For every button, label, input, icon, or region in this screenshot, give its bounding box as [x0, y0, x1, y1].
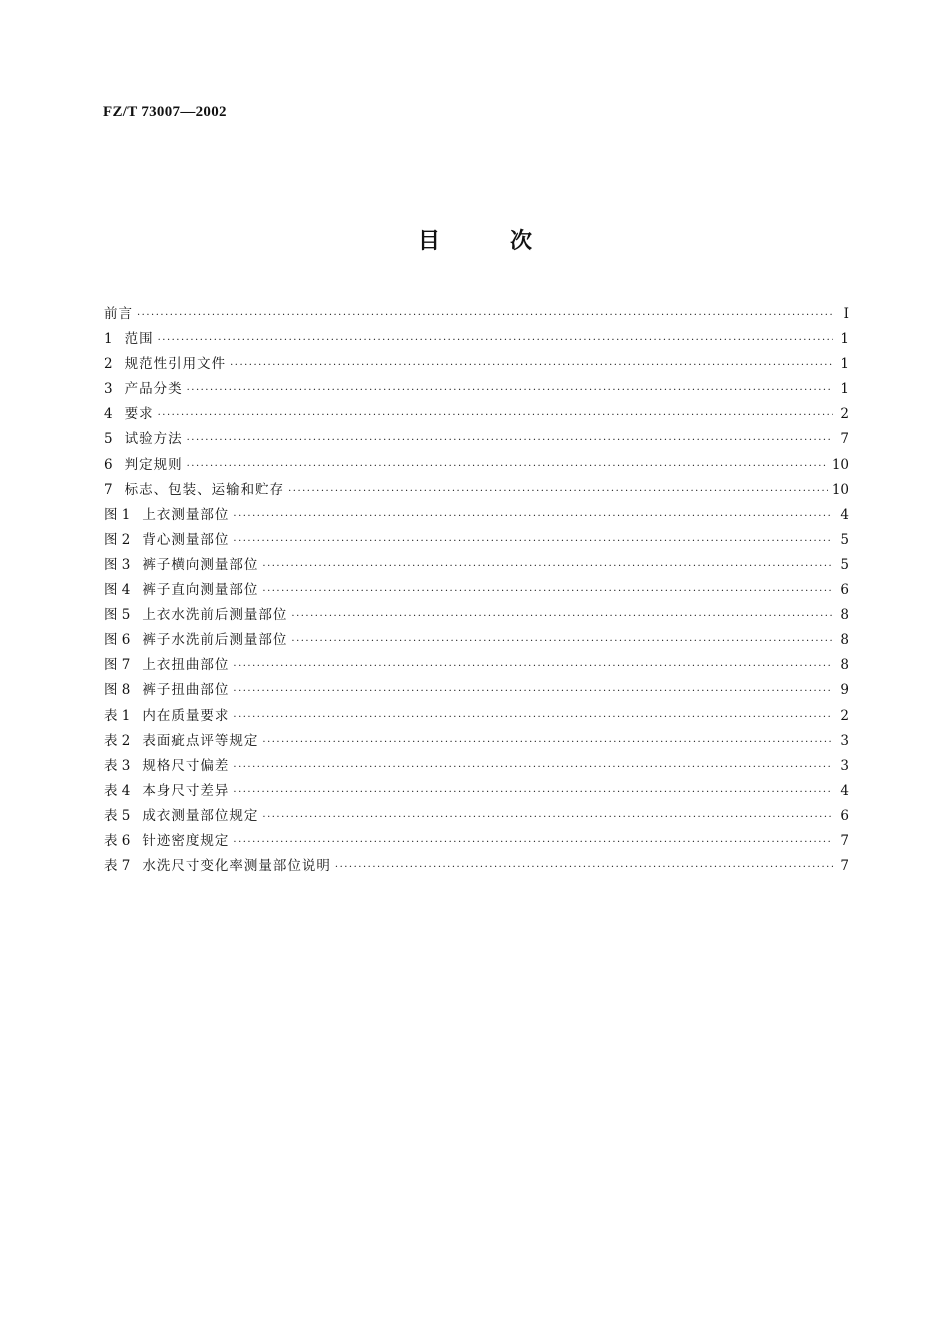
toc-entry[interactable]: [104, 453, 849, 478]
toc-dot-leader: [291, 636, 833, 647]
toc-entry-title: 规范性引用文件: [124, 356, 227, 373]
toc-entry-page: I: [843, 306, 849, 322]
toc-dot-leader: [262, 561, 833, 572]
toc-entry-title: 背心测量部位: [142, 531, 230, 548]
toc-entry-title: 成衣测量部位规定: [142, 807, 259, 824]
toc-entry-title: 本身尺寸差异: [142, 782, 230, 799]
toc-entry-title: 水洗尺寸变化率测量部位说明: [142, 858, 331, 875]
table-of-contents: [104, 302, 849, 879]
toc-dot-leader: [262, 812, 833, 823]
toc-entry-page: 1: [840, 381, 849, 398]
toc-entry[interactable]: [104, 528, 849, 553]
toc-entry-number: 表 5: [104, 807, 131, 824]
toc-entry-title: 表面疵点评等规定: [142, 732, 259, 749]
toc-dot-leader: [335, 862, 833, 873]
toc-entry-number: 表 2: [104, 732, 131, 749]
toc-entry-title: 标志、包装、运输和贮存: [124, 481, 285, 498]
toc-entry-title: 前言: [104, 306, 133, 322]
toc-entry-page: 6: [840, 807, 849, 824]
toc-dot-leader: [158, 410, 833, 421]
toc-entry[interactable]: [104, 503, 849, 528]
title-char-right: 次: [510, 229, 533, 254]
title-char-left: 目: [417, 229, 440, 254]
toc-entry-number: 6: [104, 456, 113, 473]
toc-entry-page: 3: [840, 757, 849, 774]
toc-entry-title: 裤子水洗前后测量部位: [142, 632, 288, 649]
toc-entry[interactable]: [104, 427, 849, 452]
toc-entry-title: 裤子横向测量部位: [142, 556, 259, 573]
toc-entry-number: 图 1: [104, 506, 131, 523]
toc-entry-title: 裤子扭曲部位: [142, 682, 230, 699]
toc-entry-number: 2: [104, 356, 113, 373]
toc-dot-leader: [233, 712, 833, 723]
toc-entry-number: 1: [104, 331, 113, 348]
toc-entry[interactable]: [104, 603, 849, 628]
toc-dot-leader: [262, 586, 833, 597]
toc-entry-title: 内在质量要求: [142, 707, 230, 724]
toc-entry-page: 1: [840, 356, 849, 373]
toc-entry[interactable]: [104, 754, 849, 779]
toc-entry-title: 试验方法: [124, 431, 183, 448]
toc-entry-page: 8: [840, 607, 849, 624]
toc-entry[interactable]: [104, 377, 849, 402]
toc-entry-page: 10: [831, 481, 849, 498]
toc-entry-title: 上衣水洗前后测量部位: [142, 607, 288, 624]
toc-entry-number: 图 8: [104, 682, 131, 699]
toc-entry-page: 6: [840, 582, 849, 599]
toc-entry-number: 5: [104, 431, 113, 448]
toc-entry-page: 8: [840, 657, 849, 674]
page-title: [0, 224, 950, 255]
toc-dot-leader: [187, 385, 833, 396]
toc-entry-page: 9: [840, 682, 849, 699]
toc-entry-page: 5: [840, 556, 849, 573]
toc-entry-page: 2: [840, 707, 849, 724]
toc-dot-leader: [288, 486, 828, 497]
toc-entry-title: 判定规则: [124, 456, 183, 473]
toc-dot-leader: [187, 461, 828, 472]
toc-entry[interactable]: [104, 352, 849, 377]
document-code: FZ/T 73007—2002: [103, 104, 227, 120]
toc-entry[interactable]: [104, 402, 849, 427]
toc-dot-leader: [233, 536, 833, 547]
toc-entry-number: 3: [104, 381, 113, 398]
toc-entry-page: 4: [840, 506, 849, 523]
toc-entry-title: 针迹密度规定: [142, 832, 230, 849]
toc-entry[interactable]: [104, 854, 849, 879]
toc-entry-page: 8: [840, 632, 849, 649]
toc-entry[interactable]: [104, 302, 849, 327]
toc-entry-number: 表 1: [104, 707, 131, 724]
toc-entry[interactable]: [104, 729, 849, 754]
toc-entry-page: 7: [840, 858, 849, 875]
toc-dot-leader: [233, 762, 833, 773]
toc-entry-title: 要求: [124, 406, 154, 423]
toc-dot-leader: [233, 661, 833, 672]
toc-entry[interactable]: [104, 553, 849, 578]
toc-entry-number: 表 7: [104, 858, 131, 875]
toc-entry[interactable]: [104, 327, 849, 352]
toc-entry-title: 产品分类: [124, 381, 183, 398]
toc-entry-number: 表 4: [104, 782, 131, 799]
toc-dot-leader: [291, 611, 833, 622]
toc-entry-title: 范围: [124, 331, 154, 348]
toc-entry-number: 图 6: [104, 632, 131, 649]
toc-entry[interactable]: [104, 779, 849, 804]
toc-entry-number: 表 3: [104, 757, 131, 774]
toc-entry-number: 图 5: [104, 607, 131, 624]
toc-entry-page: 2: [840, 406, 849, 423]
toc-entry[interactable]: [104, 678, 849, 703]
toc-entry[interactable]: [104, 578, 849, 603]
toc-dot-leader: [187, 435, 833, 446]
toc-entry-number: 图 4: [104, 582, 131, 599]
toc-entry-number: 图 7: [104, 657, 131, 674]
toc-entry-number: 图 2: [104, 531, 131, 548]
toc-entry-title: 规格尺寸偏差: [142, 757, 230, 774]
toc-entry-number: 7: [104, 481, 113, 498]
toc-dot-leader: [233, 837, 833, 848]
toc-entry-number: 图 3: [104, 556, 131, 573]
toc-dot-leader: [233, 787, 833, 798]
toc-entry[interactable]: [104, 628, 849, 653]
toc-entry[interactable]: [104, 478, 849, 503]
toc-entry-page: 5: [840, 531, 849, 548]
toc-entry[interactable]: [104, 704, 849, 729]
toc-entry-title: 上衣扭曲部位: [142, 657, 230, 674]
toc-dot-leader: [233, 686, 833, 697]
toc-entry[interactable]: [104, 653, 849, 678]
toc-entry-page: 3: [840, 732, 849, 749]
toc-entry-number: 4: [104, 406, 113, 423]
toc-dot-leader: [230, 360, 833, 371]
toc-entry-page: 10: [831, 456, 849, 473]
toc-entry-title: 裤子直向测量部位: [142, 582, 259, 599]
toc-entry-number: 表 6: [104, 832, 131, 849]
toc-entry-page: 4: [840, 782, 849, 799]
toc-dot-leader: [137, 310, 833, 321]
toc-entry-title: 上衣测量部位: [142, 506, 230, 523]
toc-dot-leader: [158, 335, 833, 346]
toc-entry[interactable]: [104, 804, 849, 829]
toc-dot-leader: [233, 511, 833, 522]
toc-entry-page: 7: [840, 832, 849, 849]
toc-entry-page: 7: [840, 431, 849, 448]
toc-dot-leader: [262, 737, 833, 748]
toc-entry[interactable]: [104, 829, 849, 854]
toc-entry-page: 1: [840, 331, 849, 348]
